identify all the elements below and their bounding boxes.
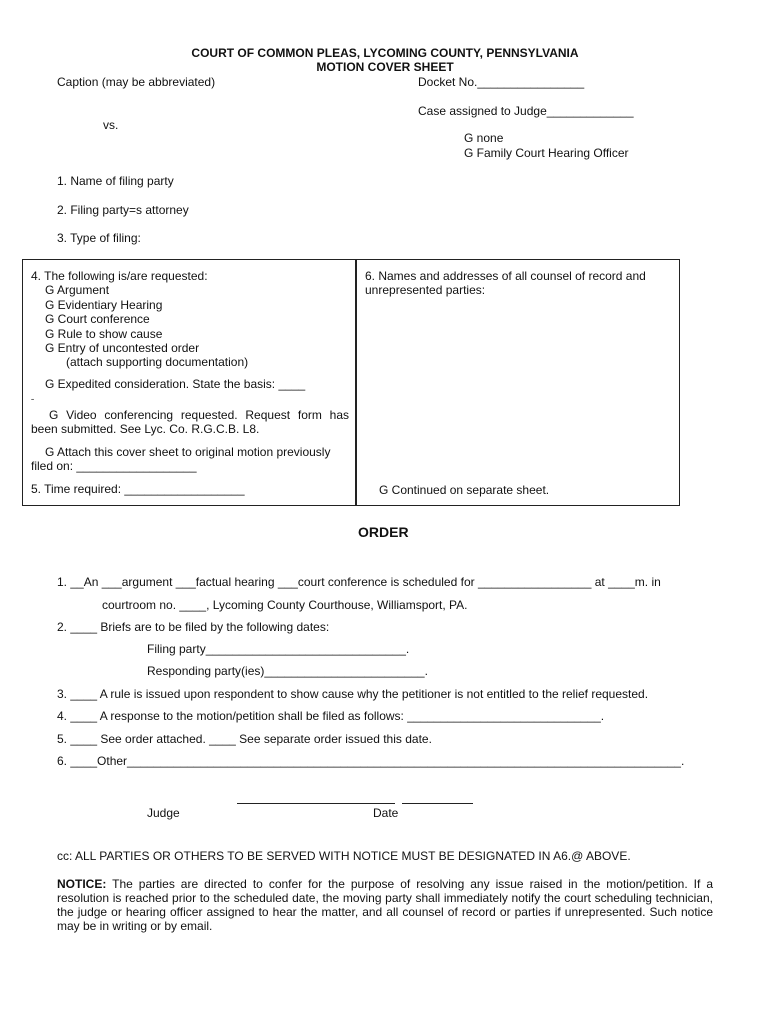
option-uncontested-order[interactable]: G Entry of uncontested order	[45, 341, 200, 355]
filing-attorney-label: 2. Filing party=s attorney	[57, 203, 189, 217]
order-line-6: 6. ____Other___________________________________________________________________________________.	[57, 754, 685, 768]
option-expedited[interactable]: G Expedited consideration. State the basis: ____	[45, 377, 306, 391]
caption-label: Caption (may be abbreviated)	[57, 75, 216, 89]
filing-type-label: 3. Type of filing:	[57, 231, 141, 245]
order-line-4: 4. ____ A response to the motion/petition shall be filed as follows: _____________________________.	[57, 709, 605, 723]
notice-paragraph	[57, 877, 713, 933]
option-evidentiary-hearing[interactable]: G Evidentiary Hearing	[45, 298, 163, 312]
filing-party-date-field[interactable]: Filing party______________________________.	[147, 642, 410, 656]
notice-label: NOTICE:	[57, 877, 107, 891]
responding-party-date-field[interactable]: Responding party(ies)________________________.	[147, 664, 428, 678]
attach-note: (attach supporting documentation)	[66, 355, 249, 369]
cc-note: cc: ALL PARTIES OR OTHERS TO BE SERVED WITH NOTICE MUST BE DESIGNATED IN A6.@ ABOVE.	[57, 849, 631, 863]
option-rule-to-show-cause[interactable]: G Rule to show cause	[45, 327, 163, 341]
box-divider	[355, 259, 357, 506]
option-attach-cover-sheet[interactable]: G Attach this cover sheet to original motion previously filed on: __________________	[31, 445, 331, 473]
option-video-conferencing[interactable]: G Video conferencing requested. Request form has been submitted. See Lyc. Co. R.G.C.B. L8.	[31, 408, 349, 436]
option-continued-separate[interactable]: G Continued on separate sheet.	[379, 483, 550, 497]
requested-heading: 4. The following is/are requested:	[31, 269, 208, 283]
order-line-1-courtroom: courtroom no. ____, Lycoming County Courthouse, Williamsport, PA.	[102, 598, 468, 612]
date-label: Date	[373, 806, 399, 820]
order-line-2: 2. ____ Briefs are to be filed by the following dates:	[57, 620, 330, 634]
order-line-1: 1. __An ___argument ___factual hearing ___court conference is scheduled for _________________ at ____m. in	[57, 575, 661, 589]
notice-text: The parties are directed to confer for the purpose of resolving any issue raised in the motion/petition. If a resolution is reached prior to the scheduled date, the moving party shall immediately notify the court scheduling technician, the judge or hearing officer assigned to hear the matter, and all counsel of record or parties if unrepresented. Such notice may be in writing or by email.	[57, 877, 713, 933]
order-title: ORDER	[358, 524, 409, 540]
option-court-conference[interactable]: G Court conference	[45, 312, 150, 326]
docket-number-field[interactable]: Docket No.________________	[418, 75, 585, 89]
form-title: MOTION COVER SHEET	[316, 60, 454, 74]
option-none[interactable]: G none	[464, 131, 504, 145]
order-line-3: 3. ____ A rule is issued upon respondent to show cause why the petitioner is not entitled to the relief requested.	[57, 687, 649, 701]
assigned-judge-field[interactable]: Case assigned to Judge_____________	[418, 104, 634, 118]
judge-label: Judge	[147, 806, 180, 820]
vs-label: vs.	[103, 118, 119, 132]
option-family-court[interactable]: G Family Court Hearing Officer	[464, 146, 629, 160]
time-required-field[interactable]: 5. Time required: __________________	[31, 482, 245, 496]
dash-mark: ˉ	[31, 398, 35, 409]
filing-party-label: 1. Name of filing party	[57, 174, 174, 188]
date-signature-line[interactable]	[402, 803, 473, 804]
counsel-heading: 6. Names and addresses of all counsel of record and unrepresented parties:	[365, 269, 646, 297]
option-argument[interactable]: G Argument	[45, 283, 110, 297]
court-title: COURT OF COMMON PLEAS, LYCOMING COUNTY, PENNSYLVANIA	[191, 46, 579, 60]
judge-signature-line[interactable]	[237, 803, 395, 804]
order-line-5: 5. ____ See order attached. ____ See separate order issued this date.	[57, 732, 432, 746]
